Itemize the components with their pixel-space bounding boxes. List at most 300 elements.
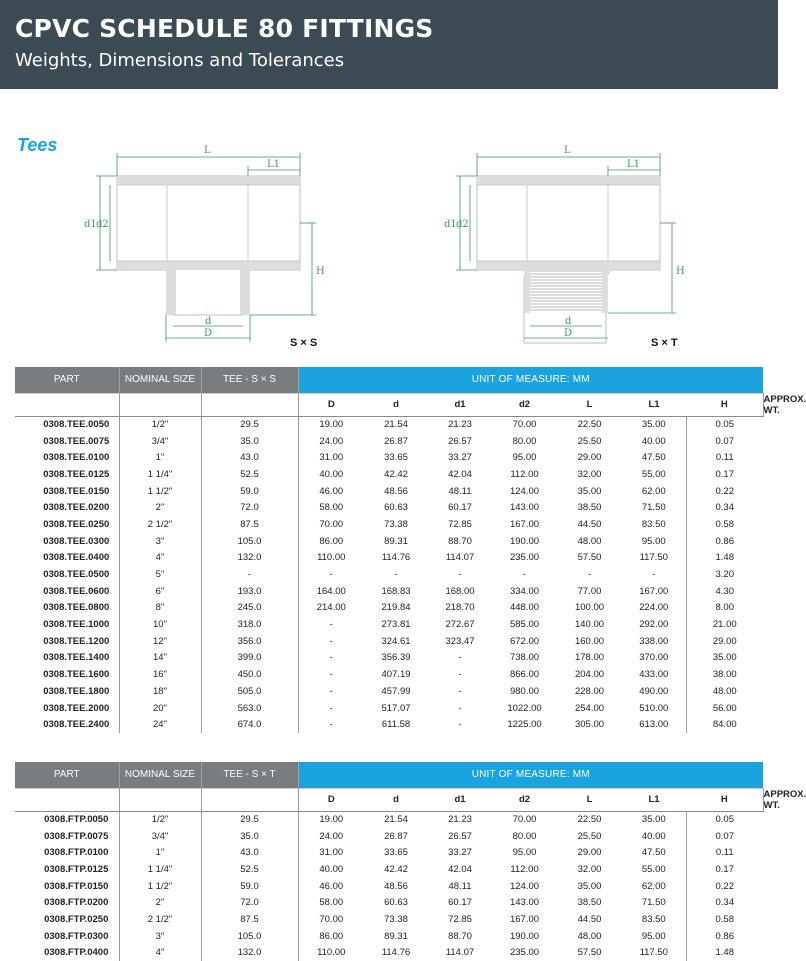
- nominal-size-cell: 1 1/2": [119, 878, 201, 895]
- table-row: [15, 700, 763, 717]
- value-cell: 866.00: [492, 666, 557, 683]
- value-cell: 272.67: [428, 616, 492, 633]
- value-cell: 38.50: [557, 499, 622, 516]
- value-cell: 21.23: [428, 416, 492, 433]
- value-cell: 86.00: [298, 928, 364, 945]
- table-row: [15, 828, 763, 845]
- value-cell: -: [298, 716, 364, 733]
- value-cell: 29.5: [201, 811, 298, 828]
- svg-text:L: L: [564, 145, 571, 156]
- col-header-type: TEE - S × T: [201, 762, 298, 788]
- value-cell: -: [428, 650, 492, 667]
- part-number-cell: 0308.FTP.0250: [15, 911, 119, 928]
- value-cell: 40.00: [298, 466, 364, 483]
- value-cell: 167.00: [492, 516, 557, 533]
- value-cell: 55.00: [622, 466, 686, 483]
- value-cell: 60.17: [428, 499, 492, 516]
- value-cell: 399.0: [201, 650, 298, 667]
- value-cell: 35.0: [201, 433, 298, 450]
- value-cell: 42.42: [364, 466, 428, 483]
- value-cell: 124.00: [492, 878, 557, 895]
- table-row: [15, 466, 763, 483]
- part-number-cell: 0308.TEE.0150: [15, 483, 119, 500]
- value-cell: 190.00: [492, 928, 557, 945]
- table-row: [15, 566, 763, 583]
- value-cell: 57.50: [557, 945, 622, 961]
- value-cell: 235.00: [492, 945, 557, 961]
- value-cell: 83.50: [622, 516, 686, 533]
- part-number-cell: 0308.TEE.0125: [15, 466, 119, 483]
- value-cell: 83.50: [622, 911, 686, 928]
- nominal-size-cell: 8": [119, 600, 201, 617]
- value-cell: 334.00: [492, 583, 557, 600]
- value-cell: -: [298, 666, 364, 683]
- value-cell: 31.00: [298, 844, 364, 861]
- spec-table-sxt: [15, 762, 763, 961]
- value-cell: 0.86: [686, 533, 763, 550]
- svg-text:d: d: [205, 316, 212, 327]
- part-number-cell: 0308.TEE.1600: [15, 666, 119, 683]
- part-number-cell: 0308.TEE.1200: [15, 633, 119, 650]
- table-row: [15, 483, 763, 500]
- value-cell: 245.0: [201, 600, 298, 617]
- value-cell: 674.0: [201, 716, 298, 733]
- value-cell: 160.00: [557, 633, 622, 650]
- table-row: [15, 433, 763, 450]
- table-row: [15, 861, 763, 878]
- nominal-size-cell: 1 1/4": [119, 861, 201, 878]
- part-number-cell: 0308.FTP.0050: [15, 811, 119, 828]
- value-cell: 433.00: [622, 666, 686, 683]
- table-row: [15, 600, 763, 617]
- nominal-size-cell: 12": [119, 633, 201, 650]
- table-row: [15, 666, 763, 683]
- value-cell: 0.22: [686, 878, 763, 895]
- value-cell: 224.00: [622, 600, 686, 617]
- value-cell: 88.70: [428, 928, 492, 945]
- part-number-cell: 0308.TEE.2400: [15, 716, 119, 733]
- value-cell: 73.38: [364, 516, 428, 533]
- nominal-size-cell: 2 1/2": [119, 516, 201, 533]
- page-title: CPVC SCHEDULE 80 FITTINGS: [15, 14, 434, 43]
- value-cell: 168.83: [364, 583, 428, 600]
- table-body: [15, 788, 763, 961]
- svg-text:d: d: [565, 316, 572, 327]
- blank-header-cell: [15, 788, 119, 811]
- value-cell: 672.00: [492, 633, 557, 650]
- value-cell: 164.00: [298, 583, 364, 600]
- part-number-cell: 0308.FTP.0100: [15, 844, 119, 861]
- table-row: [15, 878, 763, 895]
- value-cell: 48.00: [557, 533, 622, 550]
- value-cell: 46.00: [298, 878, 364, 895]
- nominal-size-cell: 1 1/4": [119, 466, 201, 483]
- value-cell: 1.48: [686, 945, 763, 961]
- value-cell: 1225.00: [492, 716, 557, 733]
- value-cell: 29.00: [686, 633, 763, 650]
- table-row: [15, 516, 763, 533]
- nominal-size-cell: 2 1/2": [119, 911, 201, 928]
- value-cell: 32.00: [557, 466, 622, 483]
- part-number-cell: 0308.FTP.0125: [15, 861, 119, 878]
- col-header-nominal-size: NOMINAL SIZE: [119, 762, 201, 788]
- table-row: [15, 844, 763, 861]
- value-cell: 132.0: [201, 550, 298, 567]
- dimension-header-cell: L: [557, 393, 622, 416]
- value-cell: 40.00: [622, 433, 686, 450]
- dimension-header-cell: H: [686, 393, 763, 416]
- value-cell: 356.0: [201, 633, 298, 650]
- value-cell: 47.50: [622, 449, 686, 466]
- value-cell: 33.65: [364, 844, 428, 861]
- value-cell: 0.05: [686, 416, 763, 433]
- nominal-size-cell: 10": [119, 616, 201, 633]
- value-cell: 323.47: [428, 633, 492, 650]
- value-cell: 29.00: [557, 449, 622, 466]
- value-cell: 59.0: [201, 878, 298, 895]
- value-cell: 52.5: [201, 466, 298, 483]
- part-number-cell: 0308.FTP.0200: [15, 894, 119, 911]
- value-cell: 86.00: [298, 533, 364, 550]
- value-cell: -: [622, 566, 686, 583]
- page-subtitle: Weights, Dimensions and Tolerances: [15, 50, 344, 71]
- value-cell: 3.20: [686, 566, 763, 583]
- part-number-cell: 0308.TEE.0800: [15, 600, 119, 617]
- nominal-size-cell: 20": [119, 700, 201, 717]
- nominal-size-cell: 2": [119, 894, 201, 911]
- svg-text:d1: d1: [84, 219, 97, 230]
- value-cell: 1.48: [686, 550, 763, 567]
- value-cell: 52.5: [201, 861, 298, 878]
- value-cell: 505.0: [201, 683, 298, 700]
- value-cell: 273.81: [364, 616, 428, 633]
- value-cell: 33.27: [428, 844, 492, 861]
- value-cell: 35.00: [557, 483, 622, 500]
- value-cell: 72.85: [428, 516, 492, 533]
- nominal-size-cell: 5": [119, 566, 201, 583]
- part-number-cell: 0308.TEE.1800: [15, 683, 119, 700]
- value-cell: 318.0: [201, 616, 298, 633]
- value-cell: 585.00: [492, 616, 557, 633]
- table-row: [15, 616, 763, 633]
- value-cell: 0.58: [686, 516, 763, 533]
- part-number-cell: 0308.TEE.0400: [15, 550, 119, 567]
- value-cell: 48.56: [364, 878, 428, 895]
- value-cell: 105.0: [201, 928, 298, 945]
- value-cell: 48.11: [428, 878, 492, 895]
- part-number-cell: 0308.FTP.0075: [15, 828, 119, 845]
- nominal-size-cell: 3/4": [119, 828, 201, 845]
- tee-drawing-sxs: [80, 140, 330, 350]
- value-cell: 35.00: [686, 650, 763, 667]
- value-cell: 8.00: [686, 600, 763, 617]
- part-number-cell: 0308.TEE.2000: [15, 700, 119, 717]
- nominal-size-cell: 24": [119, 716, 201, 733]
- value-cell: 214.00: [298, 600, 364, 617]
- drawing-label-sxs: S × S: [290, 337, 317, 349]
- dimension-header-cell: d1: [428, 788, 492, 811]
- part-number-cell: 0308.TEE.1000: [15, 616, 119, 633]
- value-cell: 60.63: [364, 499, 428, 516]
- value-cell: 33.27: [428, 449, 492, 466]
- dimension-header-cell: L1: [622, 788, 686, 811]
- value-cell: 0.34: [686, 499, 763, 516]
- value-cell: 140.00: [557, 616, 622, 633]
- value-cell: 448.00: [492, 600, 557, 617]
- value-cell: 132.0: [201, 945, 298, 961]
- value-cell: 38.00: [686, 666, 763, 683]
- nominal-size-cell: 18": [119, 683, 201, 700]
- value-cell: 32.00: [557, 861, 622, 878]
- table-row: [15, 499, 763, 516]
- value-cell: 62.00: [622, 483, 686, 500]
- nominal-size-cell: 2": [119, 499, 201, 516]
- value-cell: 58.00: [298, 499, 364, 516]
- value-cell: 114.76: [364, 550, 428, 567]
- value-cell: 370.00: [622, 650, 686, 667]
- value-cell: 46.00: [298, 483, 364, 500]
- value-cell: 0.07: [686, 828, 763, 845]
- table-row: [15, 911, 763, 928]
- table-row: [15, 811, 763, 828]
- value-cell: 112.00: [492, 466, 557, 483]
- nominal-size-cell: 1 1/2": [119, 483, 201, 500]
- part-number-cell: 0308.FTP.0400: [15, 945, 119, 961]
- blank-header-cell: [119, 788, 201, 811]
- value-cell: 25.50: [557, 433, 622, 450]
- nominal-size-cell: 6": [119, 583, 201, 600]
- value-cell: 124.00: [492, 483, 557, 500]
- value-cell: -: [428, 700, 492, 717]
- value-cell: 29.5: [201, 416, 298, 433]
- value-cell: -: [428, 666, 492, 683]
- col-header-nominal-size: NOMINAL SIZE: [119, 367, 201, 393]
- nominal-size-cell: 3/4": [119, 433, 201, 450]
- value-cell: 35.0: [201, 828, 298, 845]
- table-row: [15, 416, 763, 433]
- value-cell: 193.0: [201, 583, 298, 600]
- svg-text:d1: d1: [444, 219, 457, 230]
- value-cell: 77.00: [557, 583, 622, 600]
- value-cell: 44.50: [557, 911, 622, 928]
- value-cell: 219.84: [364, 600, 428, 617]
- value-cell: 48.11: [428, 483, 492, 500]
- svg-text:H: H: [316, 266, 325, 277]
- dimension-header-cell: d1: [428, 393, 492, 416]
- table-row: [15, 583, 763, 600]
- value-cell: 87.5: [201, 911, 298, 928]
- value-cell: 0.07: [686, 433, 763, 450]
- nominal-size-cell: 3": [119, 928, 201, 945]
- part-number-cell: 0308.TEE.0100: [15, 449, 119, 466]
- value-cell: -: [428, 683, 492, 700]
- value-cell: 235.00: [492, 550, 557, 567]
- value-cell: 26.57: [428, 433, 492, 450]
- col-header-part: PART: [15, 367, 119, 393]
- value-cell: 510.00: [622, 700, 686, 717]
- section-title: Tees: [17, 135, 57, 156]
- value-cell: 0.17: [686, 861, 763, 878]
- value-cell: 228.00: [557, 683, 622, 700]
- table-row: [15, 894, 763, 911]
- value-cell: 21.23: [428, 811, 492, 828]
- nominal-size-cell: 4": [119, 945, 201, 961]
- blank-header-cell: [119, 393, 201, 416]
- table-row: [15, 716, 763, 733]
- value-cell: 62.00: [622, 878, 686, 895]
- value-cell: 114.76: [364, 945, 428, 961]
- value-cell: 55.00: [622, 861, 686, 878]
- value-cell: 43.0: [201, 449, 298, 466]
- part-number-cell: 0308.TEE.0050: [15, 416, 119, 433]
- value-cell: 60.17: [428, 894, 492, 911]
- value-cell: 26.87: [364, 828, 428, 845]
- dimension-header-cell: L1: [622, 393, 686, 416]
- value-cell: 70.00: [298, 911, 364, 928]
- value-cell: 324.61: [364, 633, 428, 650]
- nominal-size-cell: 1/2": [119, 416, 201, 433]
- value-cell: 48.56: [364, 483, 428, 500]
- part-number-cell: 0308.TEE.0200: [15, 499, 119, 516]
- drawing-label-sxt: S × T: [651, 337, 678, 349]
- value-cell: 35.00: [622, 811, 686, 828]
- value-cell: 31.00: [298, 449, 364, 466]
- value-cell: 613.00: [622, 716, 686, 733]
- value-cell: 450.0: [201, 666, 298, 683]
- value-cell: 338.00: [622, 633, 686, 650]
- nominal-size-cell: 3": [119, 533, 201, 550]
- part-number-cell: 0308.TEE.0300: [15, 533, 119, 550]
- value-cell: 42.04: [428, 466, 492, 483]
- part-number-cell: 0308.FTP.0150: [15, 878, 119, 895]
- value-cell: -: [298, 650, 364, 667]
- value-cell: 72.0: [201, 499, 298, 516]
- table-row: [15, 928, 763, 945]
- value-cell: 35.00: [557, 878, 622, 895]
- value-cell: 42.42: [364, 861, 428, 878]
- value-cell: 117.50: [622, 945, 686, 961]
- value-cell: 218.70: [428, 600, 492, 617]
- value-cell: 29.00: [557, 844, 622, 861]
- dimension-header-cell: D: [298, 393, 364, 416]
- nominal-size-cell: 1": [119, 449, 201, 466]
- value-cell: 0.22: [686, 483, 763, 500]
- nominal-size-cell: 1/2": [119, 811, 201, 828]
- value-cell: 59.0: [201, 483, 298, 500]
- value-cell: 70.00: [298, 516, 364, 533]
- value-cell: 80.00: [492, 828, 557, 845]
- table-row: [15, 650, 763, 667]
- value-cell: 0.34: [686, 894, 763, 911]
- value-cell: 48.00: [686, 683, 763, 700]
- part-number-cell: 0308.FTP.0300: [15, 928, 119, 945]
- value-cell: 24.00: [298, 433, 364, 450]
- value-cell: 38.50: [557, 894, 622, 911]
- value-cell: 42.04: [428, 861, 492, 878]
- value-cell: 457.99: [364, 683, 428, 700]
- value-cell: 44.50: [557, 516, 622, 533]
- value-cell: -: [428, 566, 492, 583]
- table-row: [15, 945, 763, 961]
- part-number-cell: 0308.TEE.0600: [15, 583, 119, 600]
- value-cell: 26.57: [428, 828, 492, 845]
- value-cell: -: [428, 716, 492, 733]
- value-cell: 25.50: [557, 828, 622, 845]
- value-cell: 0.58: [686, 911, 763, 928]
- value-cell: 70.00: [492, 811, 557, 828]
- value-cell: 95.00: [622, 533, 686, 550]
- value-cell: 167.00: [622, 583, 686, 600]
- col-header-part: PART: [15, 762, 119, 788]
- value-cell: 611.58: [364, 716, 428, 733]
- value-cell: 24.00: [298, 828, 364, 845]
- dimension-header-cell: d2: [492, 393, 557, 416]
- value-cell: 0.11: [686, 449, 763, 466]
- table-row: [15, 533, 763, 550]
- value-cell: 100.00: [557, 600, 622, 617]
- value-cell: 305.00: [557, 716, 622, 733]
- nominal-size-cell: 14": [119, 650, 201, 667]
- value-cell: 21.54: [364, 416, 428, 433]
- value-cell: 112.00: [492, 861, 557, 878]
- svg-text:D: D: [204, 328, 212, 339]
- value-cell: 88.70: [428, 533, 492, 550]
- table-body: [15, 393, 763, 733]
- dimension-header-cell: d: [364, 393, 428, 416]
- value-cell: 114.07: [428, 945, 492, 961]
- value-cell: -: [557, 566, 622, 583]
- value-cell: -: [298, 566, 364, 583]
- svg-text:L1: L1: [627, 159, 640, 170]
- value-cell: 71.50: [622, 894, 686, 911]
- value-cell: 89.31: [364, 928, 428, 945]
- value-cell: 19.00: [298, 811, 364, 828]
- value-cell: 95.00: [492, 449, 557, 466]
- value-cell: 19.00: [298, 416, 364, 433]
- value-cell: -: [298, 683, 364, 700]
- value-cell: 292.00: [622, 616, 686, 633]
- table-row: [15, 633, 763, 650]
- value-cell: 110.00: [298, 550, 364, 567]
- dimension-header-cell: D: [298, 788, 364, 811]
- value-cell: 110.00: [298, 945, 364, 961]
- value-cell: 356.39: [364, 650, 428, 667]
- value-cell: 56.00: [686, 700, 763, 717]
- value-cell: 57.50: [557, 550, 622, 567]
- dimension-header-row: D d d1 d2 L L1 H APPROX. WT.: [15, 393, 763, 416]
- dimension-header-cell: d: [364, 788, 428, 811]
- svg-text:d2: d2: [456, 219, 469, 230]
- value-cell: 43.0: [201, 844, 298, 861]
- tee-drawing-sxt: [440, 140, 690, 350]
- svg-text:H: H: [676, 266, 685, 277]
- svg-text:d2: d2: [96, 219, 109, 230]
- part-number-cell: 0308.TEE.1400: [15, 650, 119, 667]
- value-cell: 21.54: [364, 811, 428, 828]
- value-cell: 80.00: [492, 433, 557, 450]
- value-cell: 407.19: [364, 666, 428, 683]
- value-cell: 143.00: [492, 894, 557, 911]
- svg-text:L: L: [204, 145, 211, 156]
- value-cell: 70.00: [492, 416, 557, 433]
- header-banner: [0, 0, 778, 89]
- table-row: [15, 550, 763, 567]
- value-cell: 35.00: [622, 416, 686, 433]
- value-cell: 178.00: [557, 650, 622, 667]
- value-cell: 143.00: [492, 499, 557, 516]
- col-header-unit: UNIT OF MEASURE: MM: [298, 762, 763, 788]
- value-cell: 60.63: [364, 894, 428, 911]
